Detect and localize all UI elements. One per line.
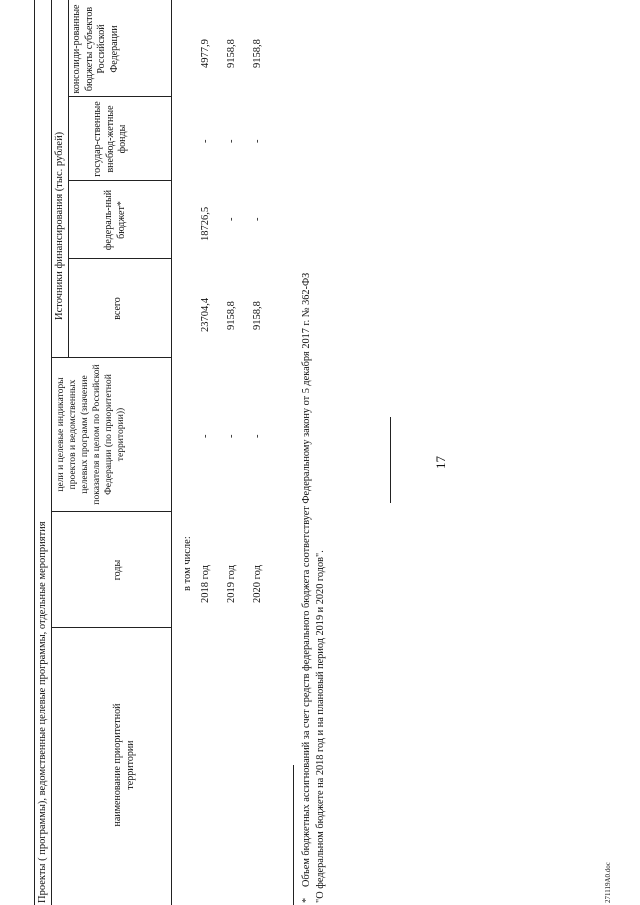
header-federal: федераль-ный бюджет* (103, 189, 127, 251)
row-consolidated: 9158,8 (252, 39, 263, 68)
funding-group-border (68, 0, 69, 358)
row-year: 2020 год (252, 565, 263, 603)
header-consolidated: консолиди-рованные бюджеты субъектов Российской Федерации (71, 4, 120, 94)
row-total: 9158,8 (226, 301, 237, 330)
footnote-marker: * (301, 897, 312, 903)
row-federal: 18726,5 (200, 206, 211, 241)
header-years: годы (112, 559, 123, 581)
header-indicators: цели и целевые индикаторы проектов и ведомственных целевых программ (значение показателя в целом по Российской Федерации (по приоритетной территории)) (55, 364, 126, 505)
footnote-line2: "О федеральном бюджете на 2018 год и на плановый период 2019 и 2020 годов". (315, 550, 326, 903)
col-divider (51, 357, 171, 358)
row-consolidated: 9158,8 (226, 39, 237, 68)
page-number: 17 (433, 456, 448, 469)
doc-id: 271119A0.doc (604, 862, 612, 903)
row-indicator: - (226, 434, 237, 438)
col-divider (68, 258, 171, 259)
col-divider (51, 511, 171, 512)
col-divider (51, 627, 171, 628)
funding-group-title: Источники финансирования (тыс. рублей) (54, 131, 65, 320)
header-state-funds: государ-ственные внебюд-жетные фонды (92, 101, 128, 177)
row-federal: - (252, 217, 263, 221)
row-consolidated: 4977,9 (200, 39, 211, 68)
center-rule (390, 417, 391, 503)
footnote-rule (293, 765, 294, 905)
row-state-funds: - (226, 139, 237, 143)
header-territory: наименование приоритетной территории (112, 703, 136, 827)
header-bottom-border (171, 0, 172, 905)
row-year: 2019 год (226, 565, 237, 603)
table-top-border (34, 0, 35, 905)
row-indicator: - (200, 434, 211, 438)
row-state-funds: - (200, 139, 211, 143)
row-state-funds: - (252, 139, 263, 143)
row-year: 2018 год (200, 565, 211, 603)
footnote-line1: Объем бюджетных ассигнований за счет средств федерального бюджета соответствует Федеральному закону от 5 декабря 2017 г. № 362-ФЗ (301, 272, 312, 887)
row-total: 23704,4 (200, 297, 211, 332)
row-total: 9158,8 (252, 301, 263, 330)
row-indicator: - (252, 434, 263, 438)
including-label: в том числе: (182, 536, 193, 591)
row-federal: - (226, 217, 237, 221)
header-total: всего (112, 297, 123, 320)
col-divider (68, 96, 171, 97)
table-title-border (51, 0, 52, 905)
col-divider (68, 180, 171, 181)
table-title: Проекты ( программы), ведомственные целевые программы, отдельные мероприятия (37, 521, 48, 903)
